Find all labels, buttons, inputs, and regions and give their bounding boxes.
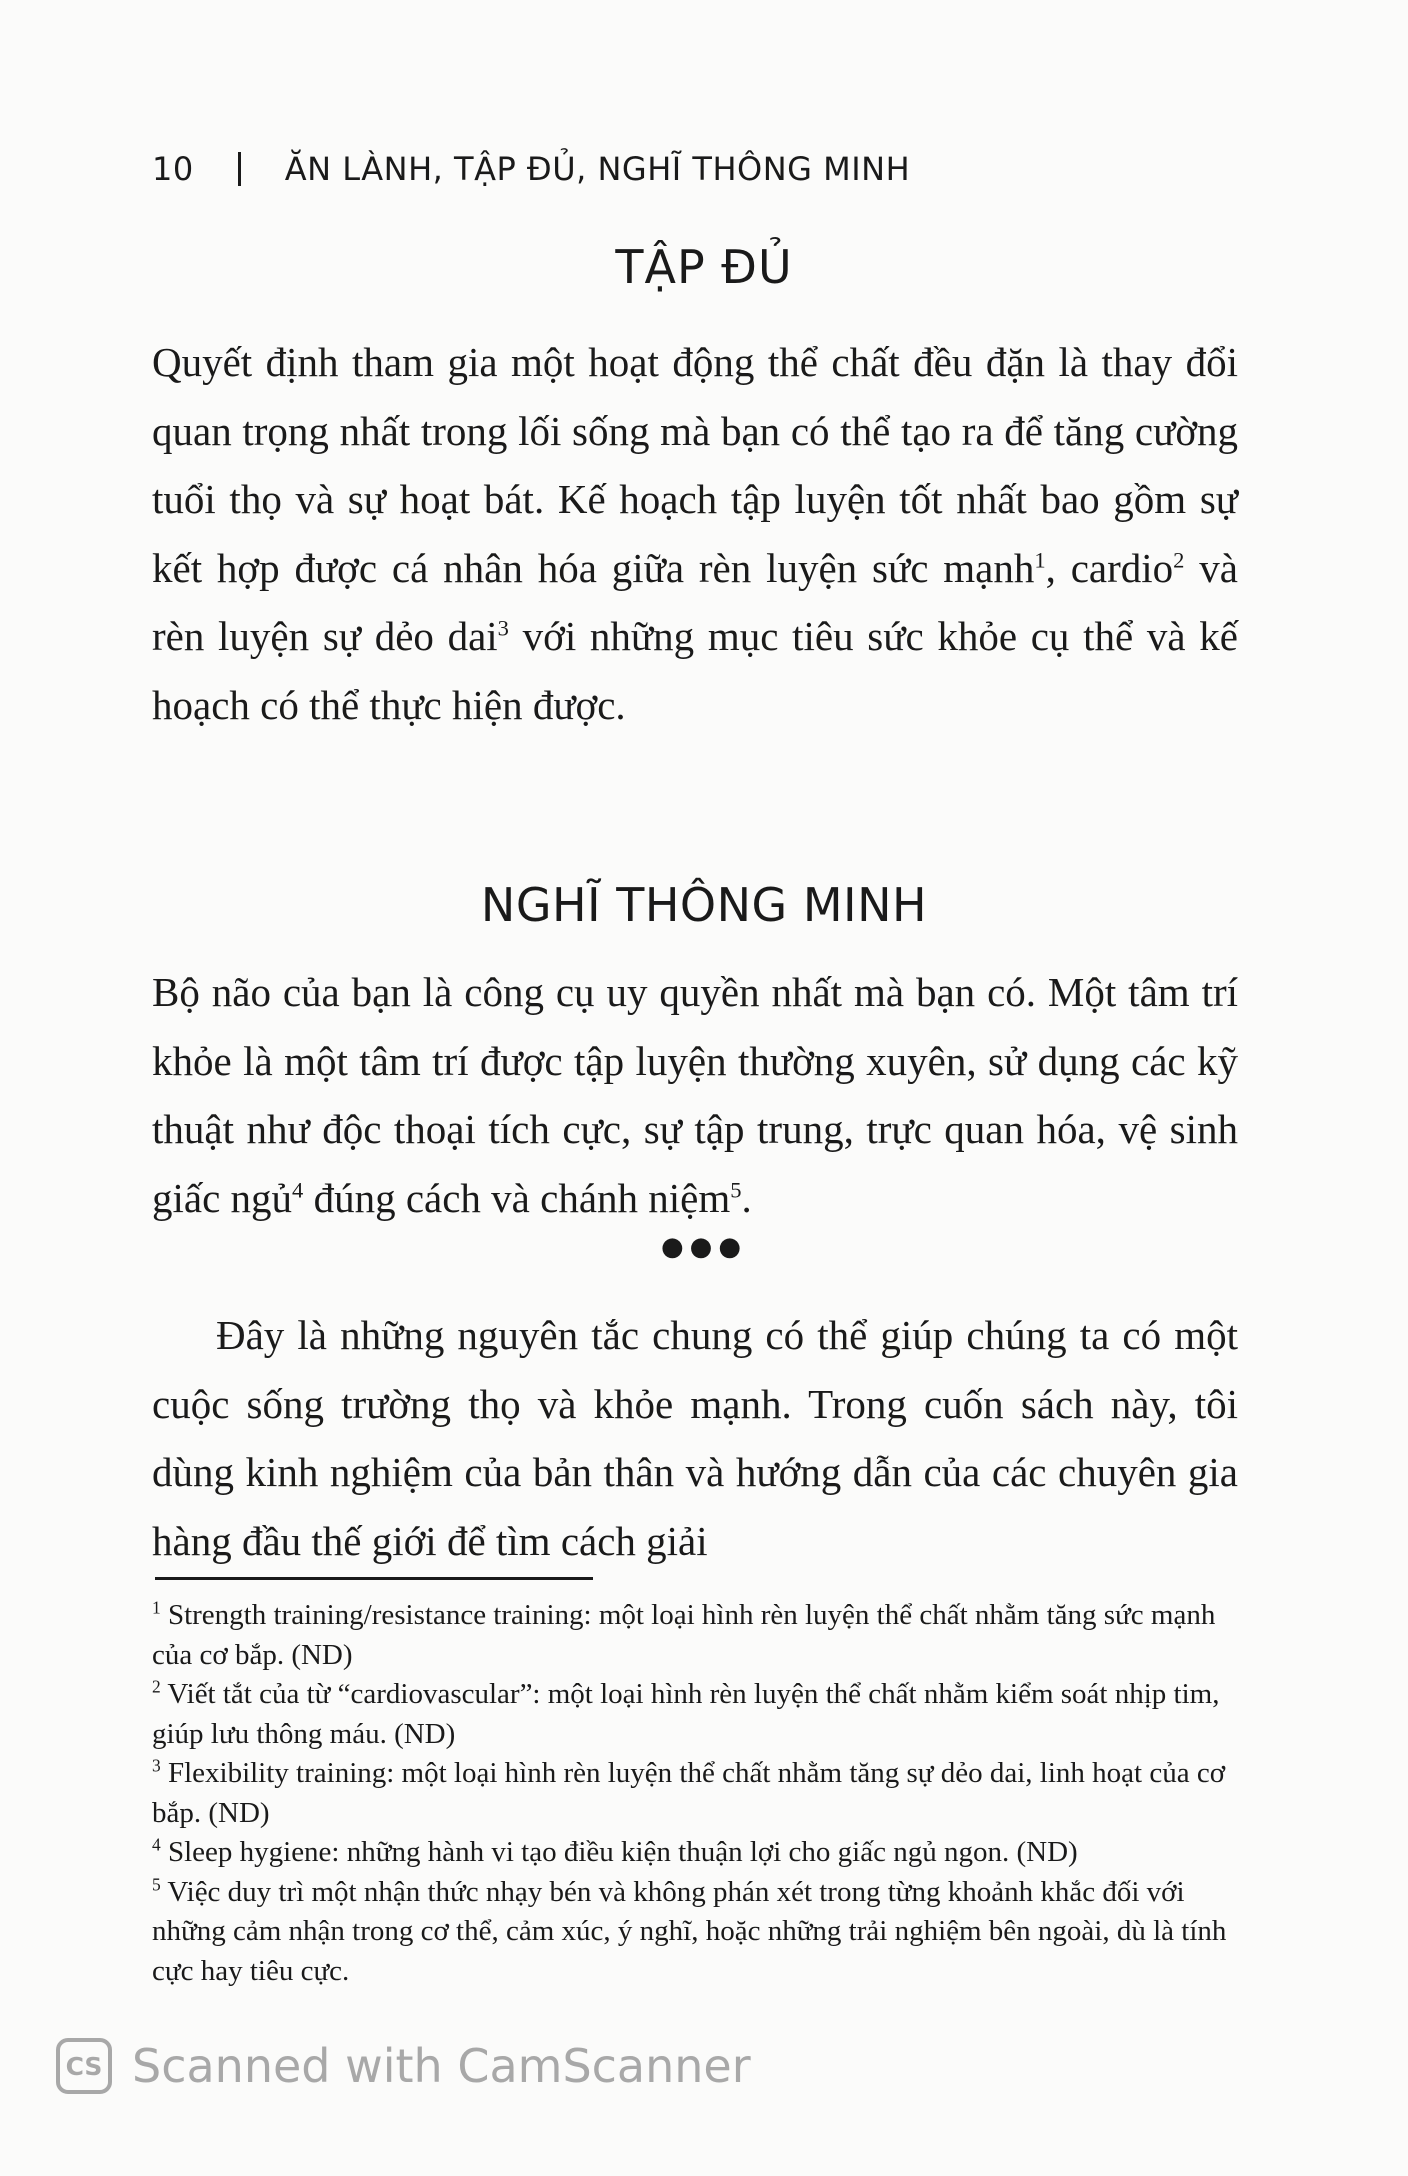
paragraph-text: , cardio <box>1045 544 1174 591</box>
footnote-mark: 1 <box>152 1597 161 1618</box>
footnote-ref-2: 2 <box>1173 546 1185 572</box>
footnote-mark: 5 <box>152 1873 161 1894</box>
page-number: 10 <box>152 150 194 188</box>
footnote-ref-4: 4 <box>292 1176 304 1202</box>
section-divider-dots: ●●● <box>660 1232 748 1262</box>
footnote-text: Sleep hygiene: những hành vi tạo điều kiện thuận lợi cho giấc ngủ ngon. (ND) <box>160 1836 1078 1868</box>
section-title-tap-du: TẬP ĐỦ <box>615 240 793 294</box>
footnote-ref-3: 3 <box>497 615 509 641</box>
footnotes <box>152 1596 1238 1991</box>
footnote-ref-1: 1 <box>1034 546 1046 572</box>
footnote-text: Strength training/resistance training: một loại hình rèn luyện thể chất nhằm tăng sức mạnh của cơ bắp. (ND) <box>152 1599 1216 1671</box>
watermark-text: Scanned with CamScanner <box>132 2039 751 2093</box>
paragraph-text: đúng cách và chánh niệm <box>303 1174 731 1221</box>
footnote-rule <box>155 1577 593 1580</box>
paragraph-text: Quyết định tham gia một hoạt động thể chất đều đặn là thay đổi quan trọng nhất trong lối sống mà bạn có thể tạo ra để tăng cường tuổi thọ và sự hoạt bát. Kế hoạch tập luyện tốt nhất bao gồm sự kết hợp được cá nhân hóa giữa rèn luyện sức mạnh <box>152 339 1238 591</box>
footnote-ref-5: 5 <box>730 1176 742 1202</box>
footnote-2 <box>152 1675 1238 1754</box>
paragraph-tap-du <box>152 328 1238 739</box>
closing-paragraph: Đây là những nguyên tắc chung có thể giúp chúng ta có một cuộc sống trường thọ và khỏe mạnh. Trong cuốn sách này, tôi dùng kinh nghiệm của bản thân và hướng dẫn của các chuyên gia hàng đầu thế giới để tìm cách giải <box>152 1312 1238 1564</box>
footnote-text: Viết tắt của từ “cardiovascular”: một loại hình rèn luyện thể chất nhằm kiểm soát nhịp tim, giúp lưu thông máu. (ND) <box>152 1678 1220 1750</box>
footnote-4 <box>152 1833 1238 1873</box>
footnote-text: Flexibility training: một loại hình rèn luyện thể chất nhằm tăng sự dẻo dai, linh hoạt của cơ bắp. (ND) <box>152 1757 1226 1829</box>
footnote-mark: 3 <box>152 1755 161 1776</box>
section-title-nghi-thong-minh: NGHĨ THÔNG MINH <box>480 878 928 932</box>
running-header <box>152 150 910 188</box>
camscanner-logo-icon: CS <box>56 2038 112 2094</box>
paragraph-text: với những mục tiêu sức khỏe cụ thể và kế hoạch có thể thực hiện được. <box>152 613 1238 728</box>
running-title: ĂN LÀNH, TẬP ĐỦ, NGHĨ THÔNG MINH <box>284 150 911 188</box>
camscanner-watermark <box>56 2038 751 2094</box>
footnote-mark: 4 <box>152 1834 161 1855</box>
footnote-1 <box>152 1596 1238 1675</box>
footnote-mark: 2 <box>152 1676 161 1697</box>
paragraph-text: và rèn luyện sự dẻo dai <box>152 544 1238 659</box>
footnote-3 <box>152 1754 1238 1833</box>
header-separator <box>238 152 241 186</box>
paragraph-nghi-thong-minh <box>152 958 1238 1232</box>
paragraph-text: Bộ não của bạn là công cụ uy quyền nhất mà bạn có. Một tâm trí khỏe là một tâm trí được tập luyện thường xuyên, sử dụng các kỹ thuật như độc thoại tích cực, sự tập trung, trực quan hóa, vệ sinh giấc ngủ <box>152 969 1238 1221</box>
footnote-5 <box>152 1873 1238 1992</box>
paragraph-text: . <box>741 1174 752 1221</box>
footnote-text: Việc duy trì một nhận thức nhạy bén và không phán xét trong từng khoảnh khắc đối với những cảm nhận trong cơ thể, cảm xúc, ý nghĩ, hoặc những trải nghiệm bên ngoài, dù là tính cực hay tiêu cực. <box>152 1875 1227 1987</box>
